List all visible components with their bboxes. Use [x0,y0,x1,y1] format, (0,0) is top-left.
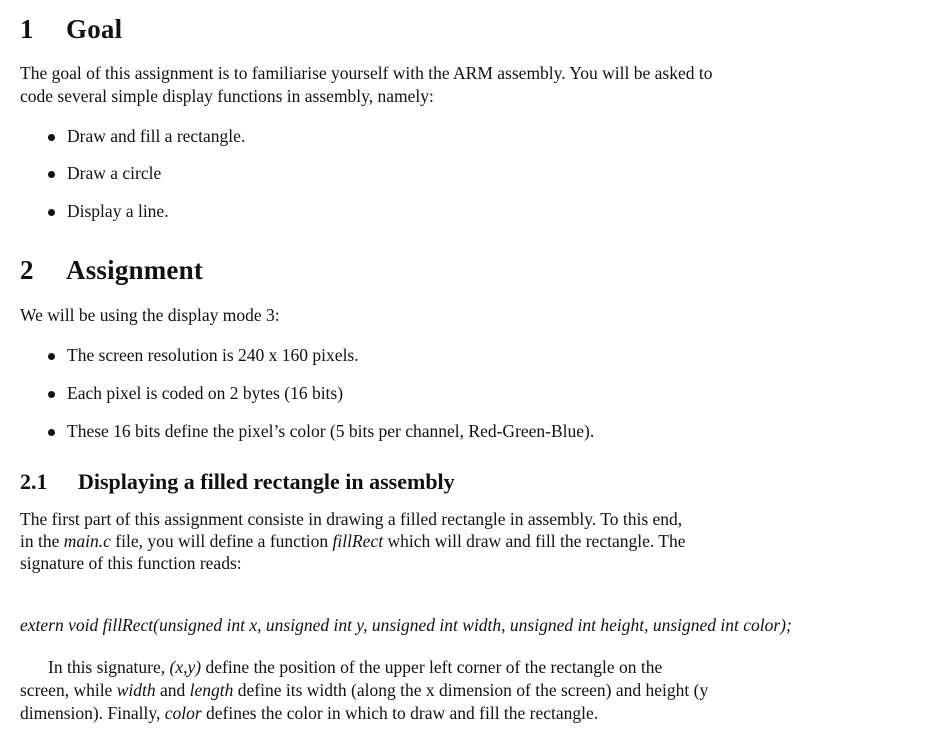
text-run: define its width (along the x dimension of the screen) and height (y [233,680,709,700]
section-1-title: Goal [66,14,123,44]
bullet-icon [48,391,55,398]
text-run: and [155,680,190,700]
section-2-bullet-3: These 16 bits define the pixel’s color (5 bits per channel, Red-Green-Blue). [67,421,595,441]
paragraph-1-line-1: The first part of this assignment consiste in drawing a filled rectangle in assembly. To this end, [20,509,683,529]
section-1-intro-line-2: code several simple display functions in assembly, namely: [20,86,434,106]
text-run: file, you will define a function [110,531,333,551]
section-2-number: 2 [20,255,34,285]
param-width: width [116,680,156,700]
function-name: fillRect [332,531,384,551]
text-run: define the position of the upper left corner of the rectangle on the [201,657,663,677]
paragraph-1-line-3: signature of this function reads: [20,553,242,573]
file-name: main.c [63,531,111,551]
text-run: which will draw and fill the rectangle. The [383,531,686,551]
param-xy: (x,y) [169,657,202,677]
bullet-icon [48,171,55,178]
text-run: defines the color in which to draw and fill the rectangle. [201,703,599,723]
section-2-intro: We will be using the display mode 3: [20,305,280,325]
section-1-bullet-2: Draw a circle [67,163,162,183]
text-run: screen, while [20,680,117,700]
bullet-icon [48,209,55,216]
section-1-bullet-1: Draw and fill a rectangle. [67,126,246,146]
subsection-2-1-title: Displaying a filled rectangle in assembly [78,469,455,494]
function-signature: extern void fillRect(unsigned int x, unsigned int y, unsigned int width, unsigned int height, unsigned int color); [20,615,792,635]
param-color: color [164,703,202,723]
section-1-number: 1 [20,14,34,44]
paragraph-2-line-3 [20,702,598,724]
section-2-title: Assignment [66,255,204,285]
text-run: in the [20,531,64,551]
text-run: In this signature, [48,657,170,677]
paragraph-2-line-1 [48,656,662,678]
bullet-icon [48,353,55,360]
text-run: dimension). Finally, [20,703,165,723]
section-1-intro-line-1: The goal of this assignment is to familiarise yourself with the ARM assembly. You will be asked to [20,63,713,83]
paragraph-1-line-2 [20,530,685,552]
bullet-icon [48,429,55,436]
section-2-bullet-1: The screen resolution is 240 x 160 pixels. [67,345,359,365]
section-1-bullet-3: Display a line. [67,201,169,221]
param-length: length [189,680,234,700]
bullet-icon [48,134,55,141]
subsection-2-1-number: 2.1 [20,469,48,494]
section-2-bullet-2: Each pixel is coded on 2 bytes (16 bits) [67,383,344,403]
paragraph-2-line-2 [20,679,708,701]
